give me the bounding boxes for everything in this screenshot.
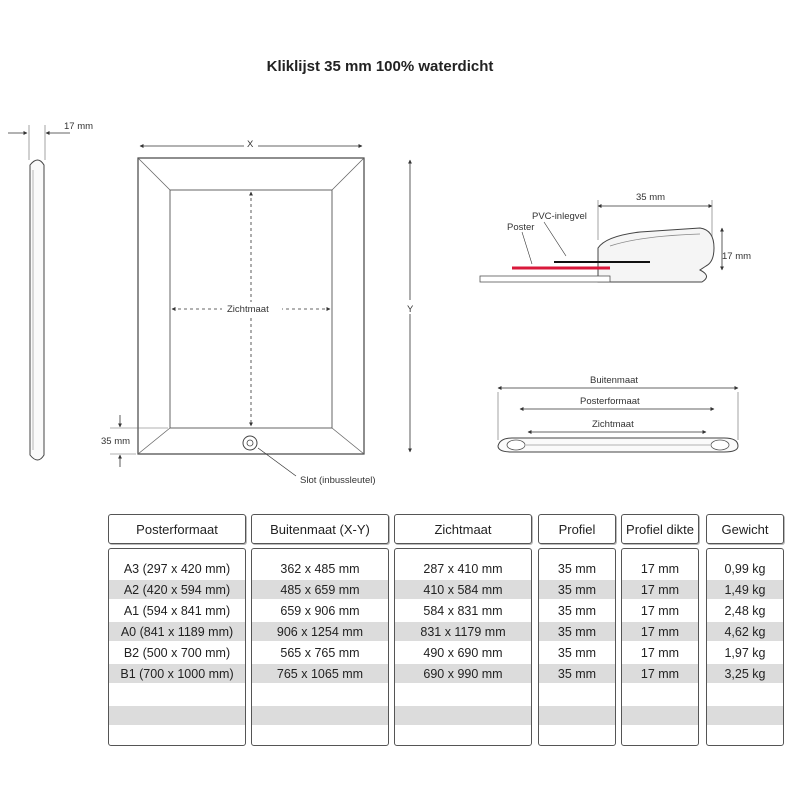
table-cell: 17 mm [640, 645, 680, 660]
table-cell: 17 mm [640, 603, 680, 618]
table-cell: 565 x 765 mm [280, 645, 360, 660]
table-cell: 17 mm [622, 622, 698, 641]
table-cell: 17 mm [622, 664, 698, 683]
outer-size-label: Buitenmaat [590, 375, 639, 386]
side-thickness-label: 17 mm [64, 121, 94, 132]
table-column-outer [251, 514, 389, 681]
column-body [108, 548, 246, 746]
column-header: Zichtmaat [394, 514, 532, 544]
profile-cross-section [480, 192, 751, 282]
table-cell: 287 x 410 mm [423, 561, 503, 576]
table-cell: 35 mm [557, 645, 597, 660]
column-header: Profiel [538, 514, 616, 544]
table-cell [109, 706, 245, 725]
profile-width-label: 35 mm [636, 192, 666, 203]
table-cell: 17 mm [640, 561, 680, 576]
height-y-label: Y [407, 304, 414, 315]
table-cell: 35 mm [539, 664, 615, 683]
column-body [621, 548, 699, 746]
table-column-view [394, 514, 532, 681]
table-cell: B2 (500 x 700 mm) [123, 645, 231, 660]
table-cell [395, 706, 531, 725]
table-cell: 410 x 584 mm [395, 580, 531, 599]
lock-label: Slot (inbussleutel) [300, 475, 376, 486]
table-column-poster [108, 514, 246, 681]
poster-label: Poster [507, 222, 535, 233]
table-cell: 35 mm [539, 622, 615, 641]
width-x-label: X [247, 139, 254, 150]
table-cell: 765 x 1065 mm [252, 664, 388, 683]
column-body [538, 548, 616, 746]
table-cell: 35 mm [557, 603, 597, 618]
poster-format-label: Posterformaat [580, 396, 640, 407]
table-cell: 1,97 kg [724, 645, 766, 660]
column-header: Buitenmaat (X-Y) [251, 514, 389, 544]
table-cell: 659 x 906 mm [280, 603, 360, 618]
table-cell: B1 (700 x 1000 mm) [109, 664, 245, 683]
border-width-label: 35 mm [101, 436, 131, 447]
column-body [394, 548, 532, 746]
cross-section-dimensions [498, 375, 738, 452]
table-cell: A2 (420 x 594 mm) [109, 580, 245, 599]
table-cell [539, 706, 615, 725]
table-cell: 35 mm [557, 561, 597, 576]
table-cell [622, 685, 698, 704]
table-cell [109, 685, 245, 704]
table-cell [707, 685, 783, 704]
table-cell: A0 (841 x 1189 mm) [109, 622, 245, 641]
column-header: Gewicht [706, 514, 784, 544]
table-cell: 2,48 kg [724, 603, 766, 618]
table-cell [252, 706, 388, 725]
table-cell: 584 x 831 mm [423, 603, 503, 618]
table-cell: 490 x 690 mm [423, 645, 503, 660]
table-cell: 17 mm [622, 580, 698, 599]
pvc-label: PVC-inlegvel [532, 211, 587, 222]
table-cell [539, 685, 615, 704]
table-cell: 4,62 kg [707, 622, 783, 641]
table-cell: 485 x 659 mm [252, 580, 388, 599]
page-title: Kliklijst 35 mm 100% waterdicht [266, 58, 494, 75]
table-cell: 0,99 kg [724, 561, 766, 576]
side-profile-view [8, 121, 93, 460]
table-cell: 690 x 990 mm [395, 664, 531, 683]
table-cell [707, 706, 783, 725]
column-header: Profiel dikte [621, 514, 699, 544]
profile-height-label: 17 mm [722, 251, 752, 262]
viewing-size-label: Zichtmaat [592, 419, 634, 430]
column-body [706, 548, 784, 746]
table-column-thickness [621, 514, 699, 681]
table-cell: 362 x 485 mm [280, 561, 360, 576]
table-cell: 3,25 kg [707, 664, 783, 683]
table-column-profile [538, 514, 616, 681]
front-frame-view [101, 137, 418, 486]
table-cell [622, 706, 698, 725]
zichtmaat-front-label: Zichtmaat [227, 304, 269, 315]
column-header: Posterformaat [108, 514, 246, 544]
table-cell: 35 mm [539, 580, 615, 599]
table-cell: A1 (594 x 841 mm) [123, 603, 231, 618]
table-cell: 906 x 1254 mm [252, 622, 388, 641]
table-cell [252, 685, 388, 704]
table-cell: 831 x 1179 mm [395, 622, 531, 641]
table-column-weight [706, 514, 784, 681]
column-body [251, 548, 389, 746]
table-cell: A3 (297 x 420 mm) [123, 561, 231, 576]
table-cell [395, 685, 531, 704]
table-cell: 1,49 kg [707, 580, 783, 599]
